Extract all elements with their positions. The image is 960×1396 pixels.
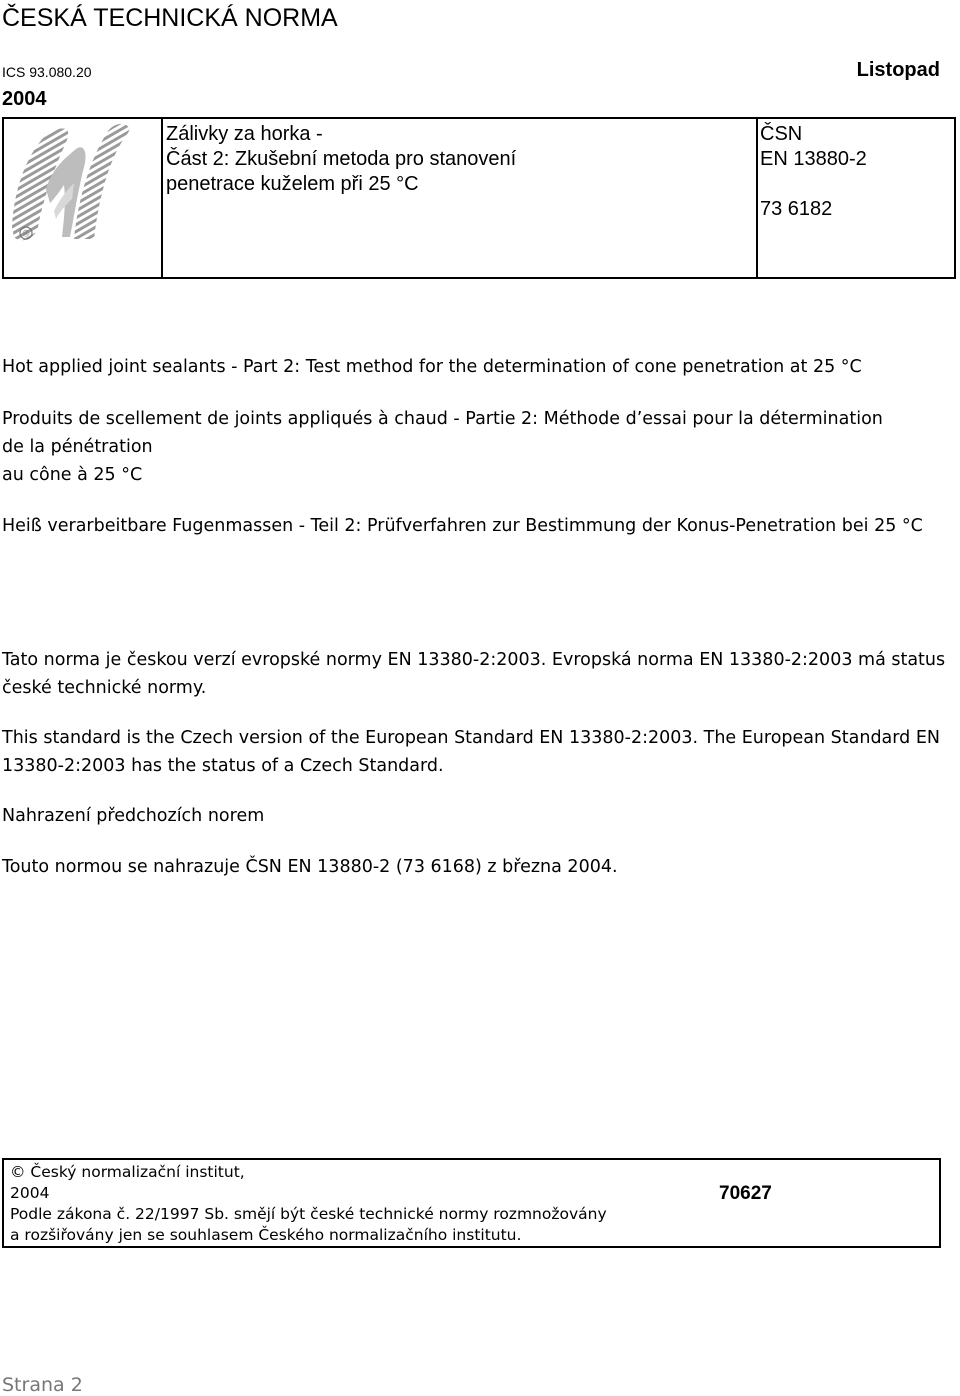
czech-title-line: penetrace kuželem při 25 °C	[166, 173, 419, 195]
document-title: ČESKÁ TECHNICKÁ NORMA	[2, 4, 338, 32]
standard-code-line: ČSN	[760, 123, 803, 145]
german-title: Heiß verarbeitbare Fugenmassen - Teil 2: Prüfverfahren zur Bestimmung der Konus-Penetration bei 25 °C	[2, 516, 923, 536]
czech-title-line: Část 2: Zkušební metoda pro stanovení	[166, 148, 517, 170]
french-title-line: au cône à 25 °C	[2, 465, 143, 485]
english-statement: This standard is the Czech version of the European Standard EN 13380-2:2003. The European Standard EN 13380-2:2003 has the status of a Czech Standard.	[2, 728, 940, 776]
publication-year: 2004	[2, 88, 47, 110]
replacement-heading: Nahrazení předchozích norem	[2, 806, 265, 826]
replacement-text: Touto normou se nahrazuje ČSN EN 13880-2 (73 6168) z března 2004.	[2, 857, 618, 877]
french-title	[2, 405, 958, 489]
cni-logo	[4, 119, 159, 274]
standard-code-line: EN 13880-2	[760, 148, 867, 170]
catalog-number: 70627	[719, 1183, 772, 1204]
page-number: Strana 2	[2, 1374, 83, 1396]
copyright-line: © Český normalizační institut,	[10, 1163, 245, 1181]
logo-right-stroke	[74, 124, 130, 239]
copyright-box	[2, 1158, 941, 1248]
classification-number: 73 6182	[760, 198, 833, 220]
copyright-year: 2004	[10, 1184, 50, 1202]
svg-text:®: ®	[21, 229, 31, 240]
standard-code	[758, 119, 956, 280]
title-box	[2, 117, 956, 279]
english-title: Hot applied joint sealants - Part 2: Test method for the determination of cone penetration at 25 °C	[2, 357, 862, 377]
czech-title	[163, 119, 758, 277]
czech-title-line: Zálivky za horka -	[166, 123, 323, 145]
czech-statement: Tato norma je českou verzí evropské normy EN 13380-2:2003. Evropská norma EN 13380-2:2003 má status české technické normy.	[2, 650, 946, 698]
french-title-line: de la pénétration	[2, 437, 153, 457]
publication-month: Listopad	[856, 59, 940, 81]
ics-code: ICS 93.080.20	[2, 64, 92, 80]
legal-notice-line: a rozšiřovány jen se souhlasem Českého normalizačního institutu.	[10, 1226, 522, 1244]
french-title-line: Produits de scellement de joints appliqués à chaud - Partie 2: Méthode d’essai pour la détermination	[2, 409, 883, 429]
legal-notice-line: Podle zákona č. 22/1997 Sb. smějí být české technické normy rozmnožovány	[10, 1205, 607, 1223]
logo-cell	[4, 119, 163, 277]
